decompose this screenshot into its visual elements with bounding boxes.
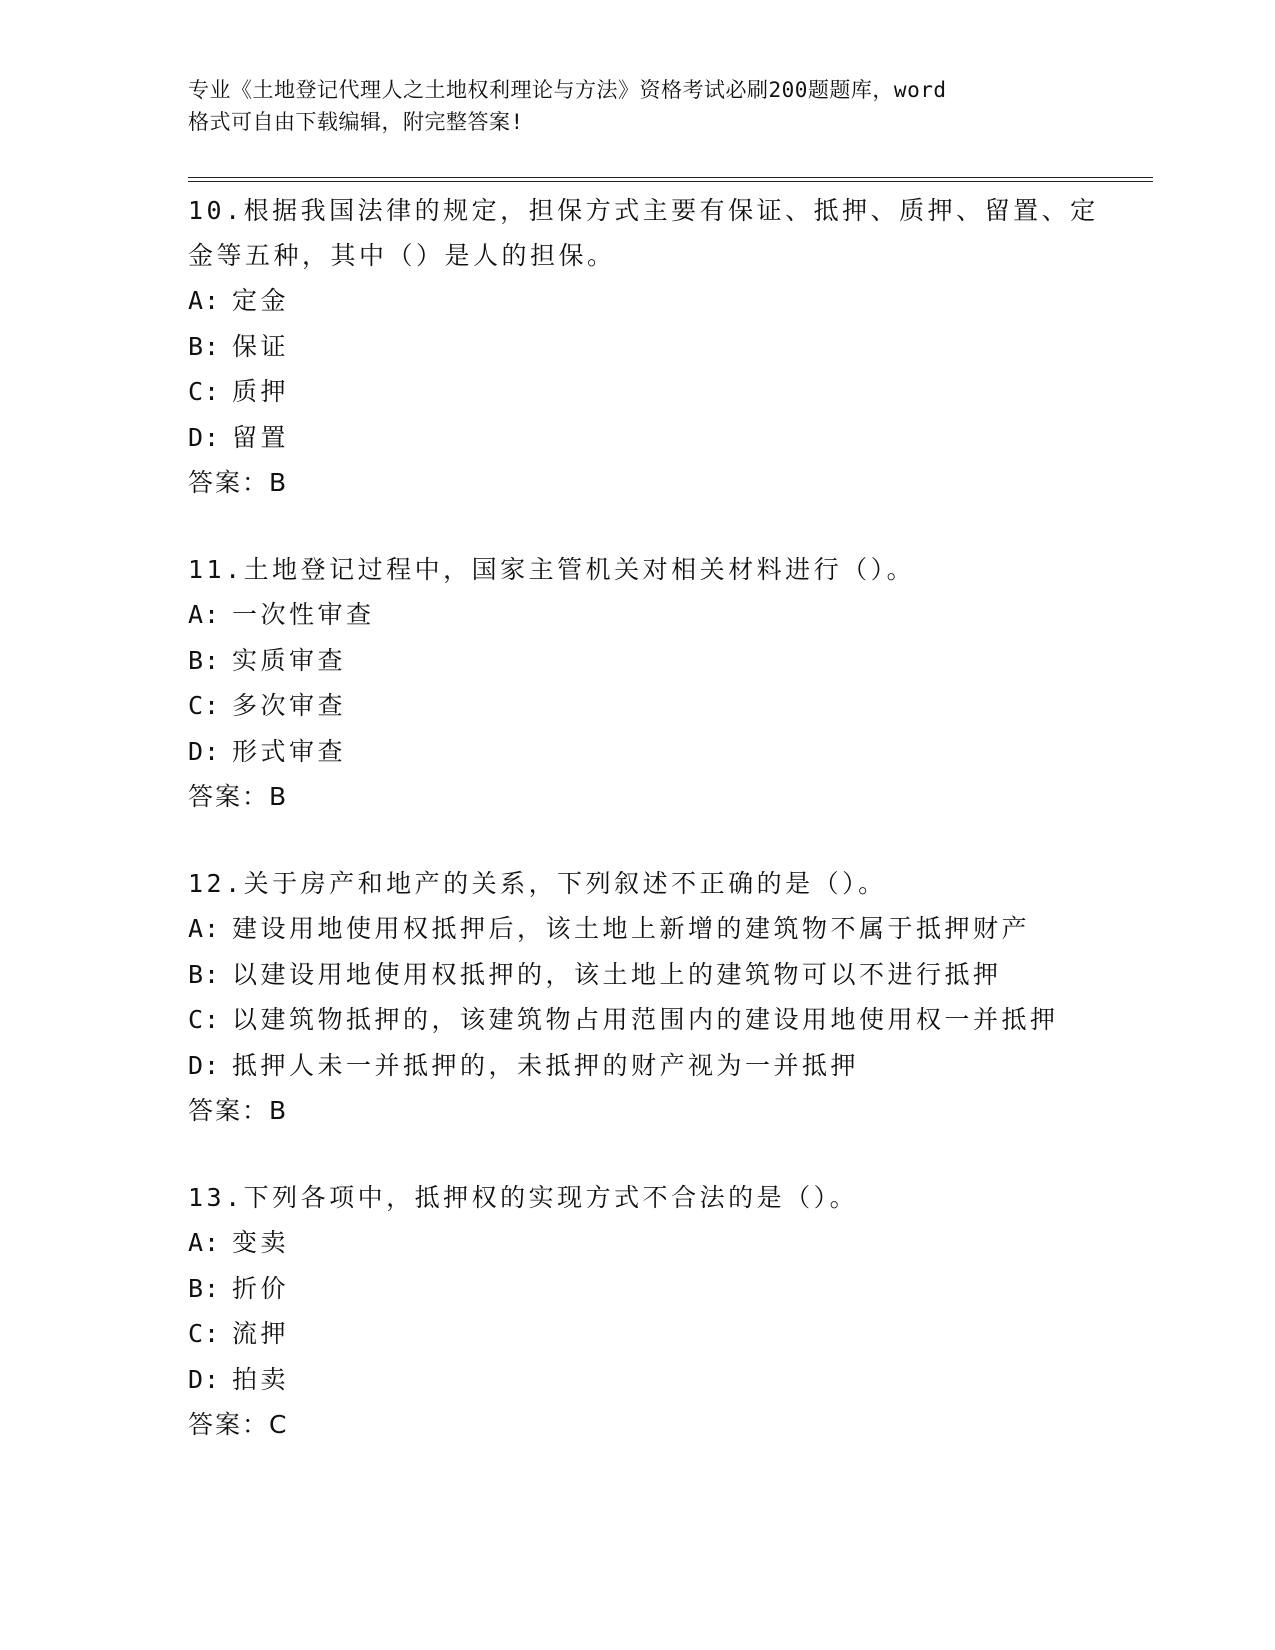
option-a (188, 592, 1108, 638)
option-text: 保证 (232, 331, 290, 361)
option-letter: D: (188, 1364, 221, 1394)
option-letter: D: (188, 736, 221, 766)
option-b (188, 638, 1108, 684)
header-line-2: 格式可自由下载编辑，附完整答案! (188, 110, 524, 134)
option-d (188, 1357, 1108, 1403)
option-letter: A: (188, 286, 221, 315)
question-list (188, 188, 1108, 1489)
question-13 (188, 1175, 1108, 1448)
option-letter: C: (188, 1005, 221, 1034)
option-a (188, 906, 1108, 952)
option-c (188, 1311, 1108, 1357)
option-text: 定金 (232, 286, 290, 315)
option-b (188, 324, 1108, 370)
option-text: 质押 (232, 377, 290, 406)
question-12 (188, 861, 1108, 1134)
option-text: 拍卖 (232, 1364, 290, 1394)
option-text: 留置 (232, 422, 290, 452)
question-10 (188, 188, 1108, 506)
option-letter: C: (188, 691, 221, 720)
answer-label: 答案：C (188, 1410, 289, 1439)
question-stem: 10.根据我国法律的规定，担保方式主要有保证、抵押、质押、留置、定金等五种，其中（）是人的担保。 (188, 196, 1099, 270)
answer-label: 答案：B (188, 468, 289, 497)
option-text: 形式审查 (232, 736, 347, 766)
document-header (188, 74, 1068, 138)
question-stem: 12.关于房产和地产的关系，下列叙述不正确的是（）。 (188, 869, 887, 898)
question-11 (188, 547, 1108, 820)
option-letter: B: (188, 645, 221, 675)
option-text: 多次审查 (232, 691, 347, 720)
option-c (188, 369, 1108, 415)
option-text: 一次性审查 (232, 600, 375, 629)
option-text: 折价 (232, 1273, 290, 1303)
question-stem: 11.土地登记过程中，国家主管机关对相关材料进行（）。 (188, 555, 916, 584)
option-letter: C: (188, 377, 221, 406)
option-letter: C: (188, 1319, 221, 1348)
option-a (188, 278, 1108, 324)
answer-label: 答案：B (188, 782, 289, 811)
option-c (188, 997, 1108, 1043)
option-d (188, 1043, 1108, 1089)
option-d (188, 729, 1108, 775)
option-text: 抵押人未一并抵押的，未抵押的财产视为一并抵押 (232, 1050, 860, 1080)
option-text: 变卖 (232, 1228, 290, 1257)
option-letter: B: (188, 959, 221, 989)
question-stem: 13.下列各项中，抵押权的实现方式不合法的是（）。 (188, 1183, 859, 1212)
option-text: 以建筑物抵押的，该建筑物占用范围内的建设用地使用权一并抵押 (232, 1005, 1059, 1034)
option-letter: B: (188, 1273, 221, 1303)
option-letter: D: (188, 1050, 221, 1080)
answer-label: 答案：B (188, 1096, 289, 1125)
option-text: 流押 (232, 1319, 290, 1348)
option-text: 建设用地使用权抵押后，该土地上新增的建筑物不属于抵押财产 (232, 914, 1031, 943)
option-letter: A: (188, 600, 221, 629)
option-letter: D: (188, 422, 221, 452)
option-text: 实质审查 (232, 645, 347, 675)
option-letter: B: (188, 331, 221, 361)
option-letter: A: (188, 914, 221, 943)
header-line-1: 专业《土地登记代理人之土地权利理论与方法》资格考试必刷200题题库，word (188, 78, 947, 102)
option-b (188, 952, 1108, 998)
option-letter: A: (188, 1228, 221, 1257)
option-c (188, 683, 1108, 729)
option-text: 以建设用地使用权抵押的，该土地上的建筑物可以不进行抵押 (232, 959, 1002, 989)
option-b (188, 1266, 1108, 1312)
option-a (188, 1220, 1108, 1266)
header-divider (188, 177, 1153, 182)
option-d (188, 415, 1108, 461)
